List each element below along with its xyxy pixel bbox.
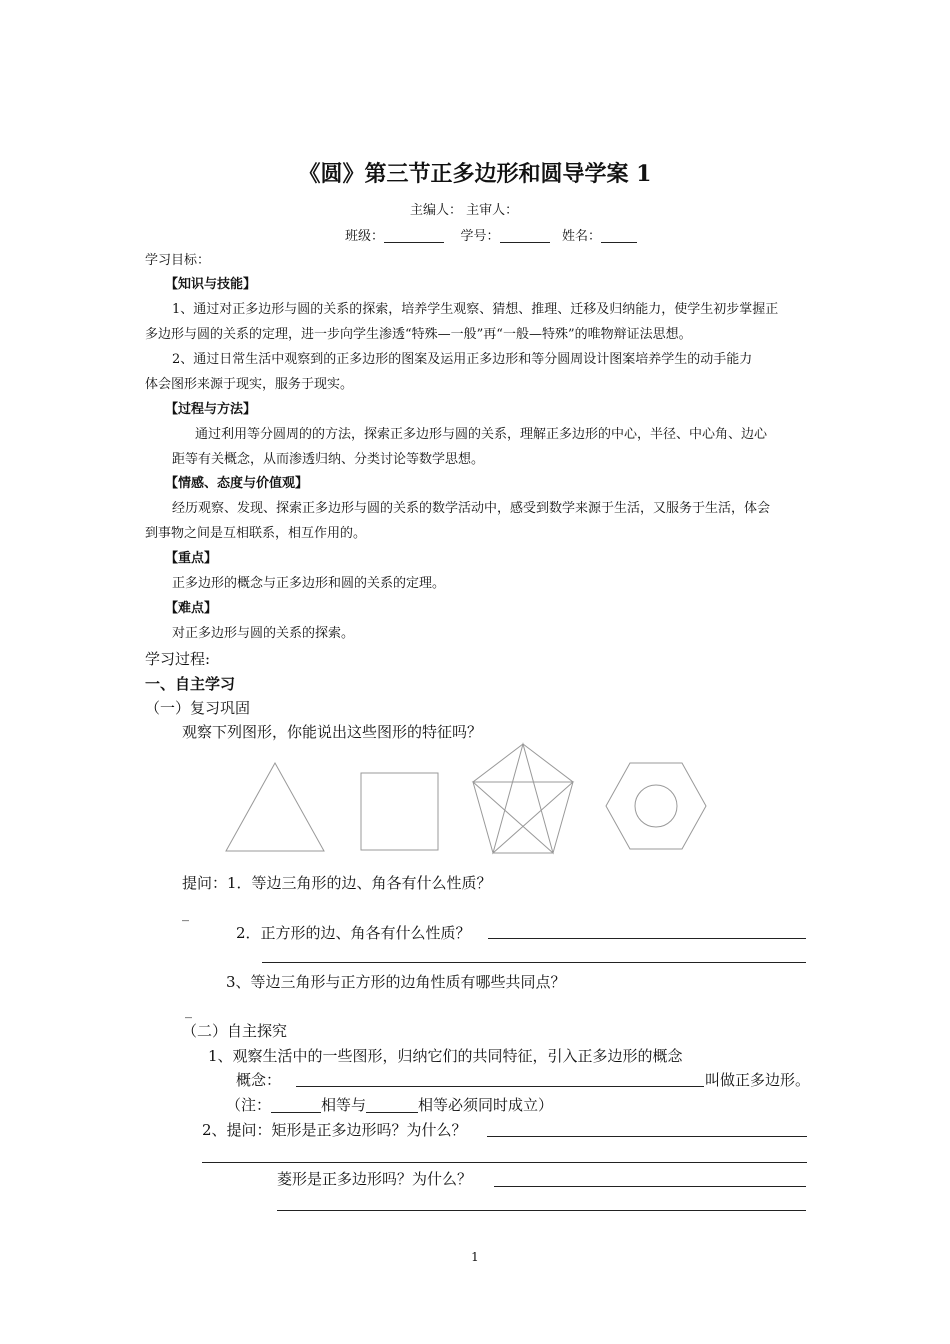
knowledge-heading: 【知识与技能】 <box>165 277 257 292</box>
number-label: 学号： <box>460 229 500 244</box>
concept-suffix: 叫做正多边形。 <box>705 1071 811 1089</box>
name-label: 姓名： <box>561 229 601 244</box>
process-pa: 通过利用等分圆周的的方法，探索正多边形与圆的关系，理解正多边形的中心，半径、中心角、边心 <box>195 427 768 442</box>
learning-process-label: 学习过程: <box>145 650 211 668</box>
page-title: 《圆》第三节正多边形和圆导学案 1 <box>298 161 652 187</box>
knowledge-p1a: 1、通过对正多边形与圆的关系的探索，培养学生观察、猜想、推理、迁移及归纳能力，使学生初步掌握正 <box>172 302 779 317</box>
note-blank-1[interactable] <box>271 1098 321 1113</box>
hexagon-with-circle-shape <box>606 763 706 849</box>
rectangle-answer-line-1[interactable] <box>487 1136 807 1137</box>
knowledge-p2b: 体会图形来源于现实，服务于现实。 <box>145 377 354 392</box>
goals-heading: 学习目标： <box>145 253 211 268</box>
pentagram-in-pentagon-shape <box>473 744 573 853</box>
page-number: 1 <box>471 1250 479 1264</box>
concept-blank[interactable] <box>296 1086 704 1087</box>
note-prefix: （注： <box>226 1096 272 1114</box>
note-blank-2[interactable] <box>366 1098 418 1113</box>
emotion-pa: 经历观察、发现、探索正多边形与圆的关系的数学活动中，感受到数学来源于生活，又服务于生活，体会 <box>172 501 771 516</box>
sub2-heading: （二）自主探究 <box>182 1022 288 1040</box>
key-point-text: 正多边形的概念与正多边形和圆的关系的定理。 <box>172 576 446 591</box>
equilateral-triangle-shape <box>226 763 324 851</box>
sub1-heading: （一）复习巩固 <box>145 699 251 717</box>
question-1: 提问：1．等边三角形的边、角各有什么性质？ <box>182 874 492 892</box>
explore-1: 1、观察生活中的一些图形，归纳它们的共同特征，引入正多边形的概念 <box>208 1047 683 1065</box>
explore-3: 菱形是正多边形吗？为什么？ <box>277 1170 473 1188</box>
emotion-pb: 到事物之间是互相联系，相互作用的。 <box>145 526 367 541</box>
editors-line: 主编人： 主审人： <box>410 203 519 218</box>
knowledge-p2a: 2、通过日常生活中观察到的正多边形的图案及运用正多边形和等分圆周设计图案培养学生的动手能力 <box>172 352 753 367</box>
process-pb: 距等有关概念，从而渗透归纳、分类讨论等数学思想。 <box>172 452 485 467</box>
question-3: 3、等边三角形与正方形的边角性质有哪些共同点？ <box>226 973 566 991</box>
concept-label: 概念： <box>236 1071 282 1089</box>
square-shape <box>361 773 438 850</box>
note-row <box>226 1096 553 1114</box>
process-heading: 【过程与方法】 <box>165 402 257 417</box>
key-point-heading: 【重点】 <box>165 551 218 566</box>
rectangle-answer-line-2[interactable] <box>202 1162 807 1163</box>
observe-prompt: 观察下列图形，你能说出这些图形的特征吗？ <box>182 723 483 741</box>
question-1-dash: _ <box>182 906 189 922</box>
rhombus-answer-line-1[interactable] <box>494 1186 806 1187</box>
class-label: 班级： <box>345 229 385 244</box>
knowledge-p1b: 多边形与圆的关系的定理，进一步向学生渗透“特殊—一般”再“一般—特殊”的唯物辩证法思想。 <box>145 327 692 342</box>
question-2: 2．正方形的边、角各有什么性质？ <box>236 924 471 942</box>
question-2-answer-line-2[interactable] <box>262 962 806 963</box>
rhombus-answer-line-2[interactable] <box>277 1210 806 1211</box>
difficulty-heading: 【难点】 <box>165 601 218 616</box>
question-2-answer-line-1[interactable] <box>488 938 806 939</box>
note-suffix: 相等必须同时成立） <box>418 1096 554 1114</box>
section1-heading: 一、自主学习 <box>145 675 236 693</box>
emotion-heading: 【情感、态度与价值观】 <box>165 476 309 491</box>
difficulty-text: 对正多边形与圆的关系的探索。 <box>172 626 355 641</box>
question-3-dash: _ <box>185 1003 192 1019</box>
note-mid: 相等与 <box>321 1096 367 1114</box>
explore-2: 2、提问：矩形是正多边形吗？为什么？ <box>202 1121 467 1139</box>
